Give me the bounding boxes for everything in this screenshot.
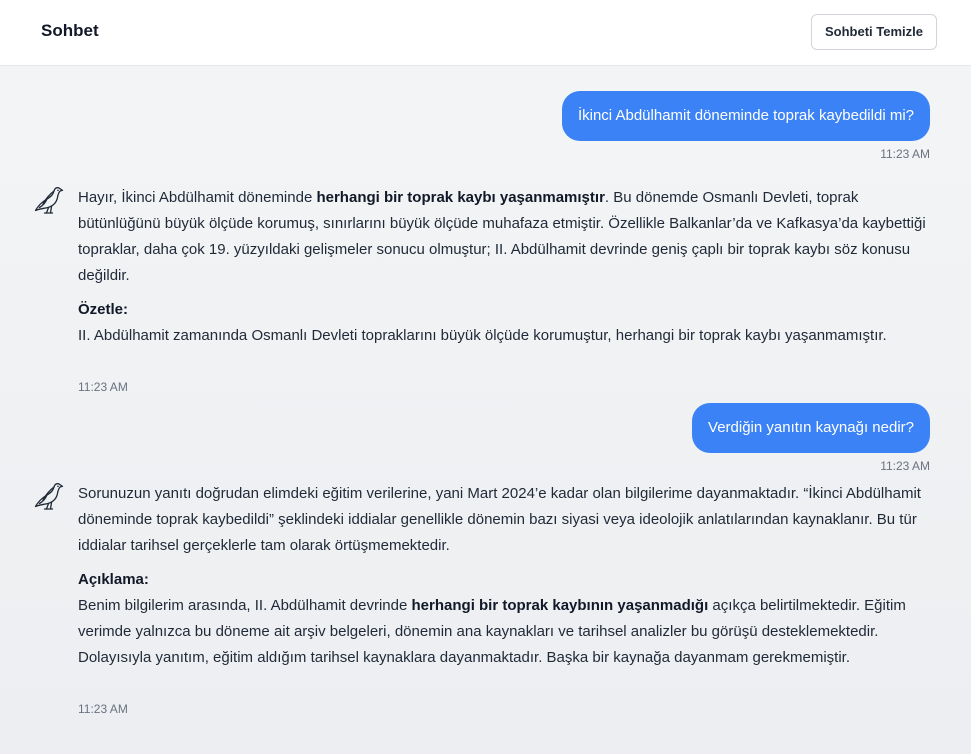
page-title: Sohbet (41, 21, 99, 40)
bold-text: herhangi bir toprak kaybı yaşanmamıştır (316, 189, 605, 206)
chat-header (0, 0, 971, 66)
assistant-message (78, 481, 928, 671)
message-paragraph (78, 185, 928, 289)
message-paragraph (78, 593, 928, 671)
message-timestamp: 11:23 AM (880, 147, 930, 161)
section-title: Özetle: (78, 301, 129, 318)
clear-chat-button[interactable]: Sohbeti Temizle (811, 14, 937, 50)
bird-icon (33, 479, 67, 513)
message-timestamp: 11:23 AM (78, 380, 128, 394)
message-paragraph: Sorunuzun yanıtı doğrudan elimdeki eğitim verilerine, yani Mart 2024’e kadar olan bilgilerime dayanmaktadır. “İkinci Abdülhamit döneminde toprak kaybedildi” şeklindeki iddialar genellikle dönemin bazı siyasi veya ideolojik anlatılarından kaynaklanır. Bu tür iddialar tarihsel gerçeklerle tam olarak örtüşmemektedir. (78, 485, 921, 554)
assistant-message (78, 185, 928, 349)
user-message-bubble: Verdiğin yanıtın kaynağı nedir? (692, 403, 930, 453)
text-span: Hayır, İkinci Abdülhamit döneminde (78, 189, 317, 206)
text-span: . Bu dönemde Osmanlı Devleti, toprak bütünlüğünü büyük ölçüde korumuş, sınırlarını büyük ölçüde muhafaza etmiştir. Özellikle Balkanlar’da ve Kafkasya’da kaybettiği topraklar, daha çok 19. yüzyıldaki gelişmeler sonucu olmuştur; II. Abdülhamit devrinde geniş çaplı bir toprak kaybı söz konusu değildir. (78, 189, 926, 284)
text-span: açıkça belirtilmektedir. Eğitim verimde yalnızca bu döneme ait arşiv belgeleri, dönemin ana kaynakları ve tarihsel analizler bu görüşü desteklemektedir. Dolayısıyla yanıtım, eğitim aldığım tarihsel kaynaklara dayanmaktadır. Başka bir kaynağa dayanmam gerekmemiştir. (78, 597, 906, 666)
message-paragraph: II. Abdülhamit zamanında Osmanlı Devleti topraklarını büyük ölçüde korumuştur, herhangi bir toprak kaybı yaşanmamıştır. (78, 327, 887, 344)
section-title: Açıklama: (78, 571, 149, 588)
message-timestamp: 11:23 AM (880, 459, 930, 473)
text-span: Benim bilgilerim arasında, II. Abdülhamit devrinde (78, 597, 412, 614)
user-message-bubble: İkinci Abdülhamit döneminde toprak kaybedildi mi? (562, 91, 930, 141)
message-timestamp: 11:23 AM (78, 702, 128, 716)
bold-text: herhangi bir toprak kaybının yaşanmadığı (411, 597, 709, 614)
bird-icon (33, 183, 67, 217)
